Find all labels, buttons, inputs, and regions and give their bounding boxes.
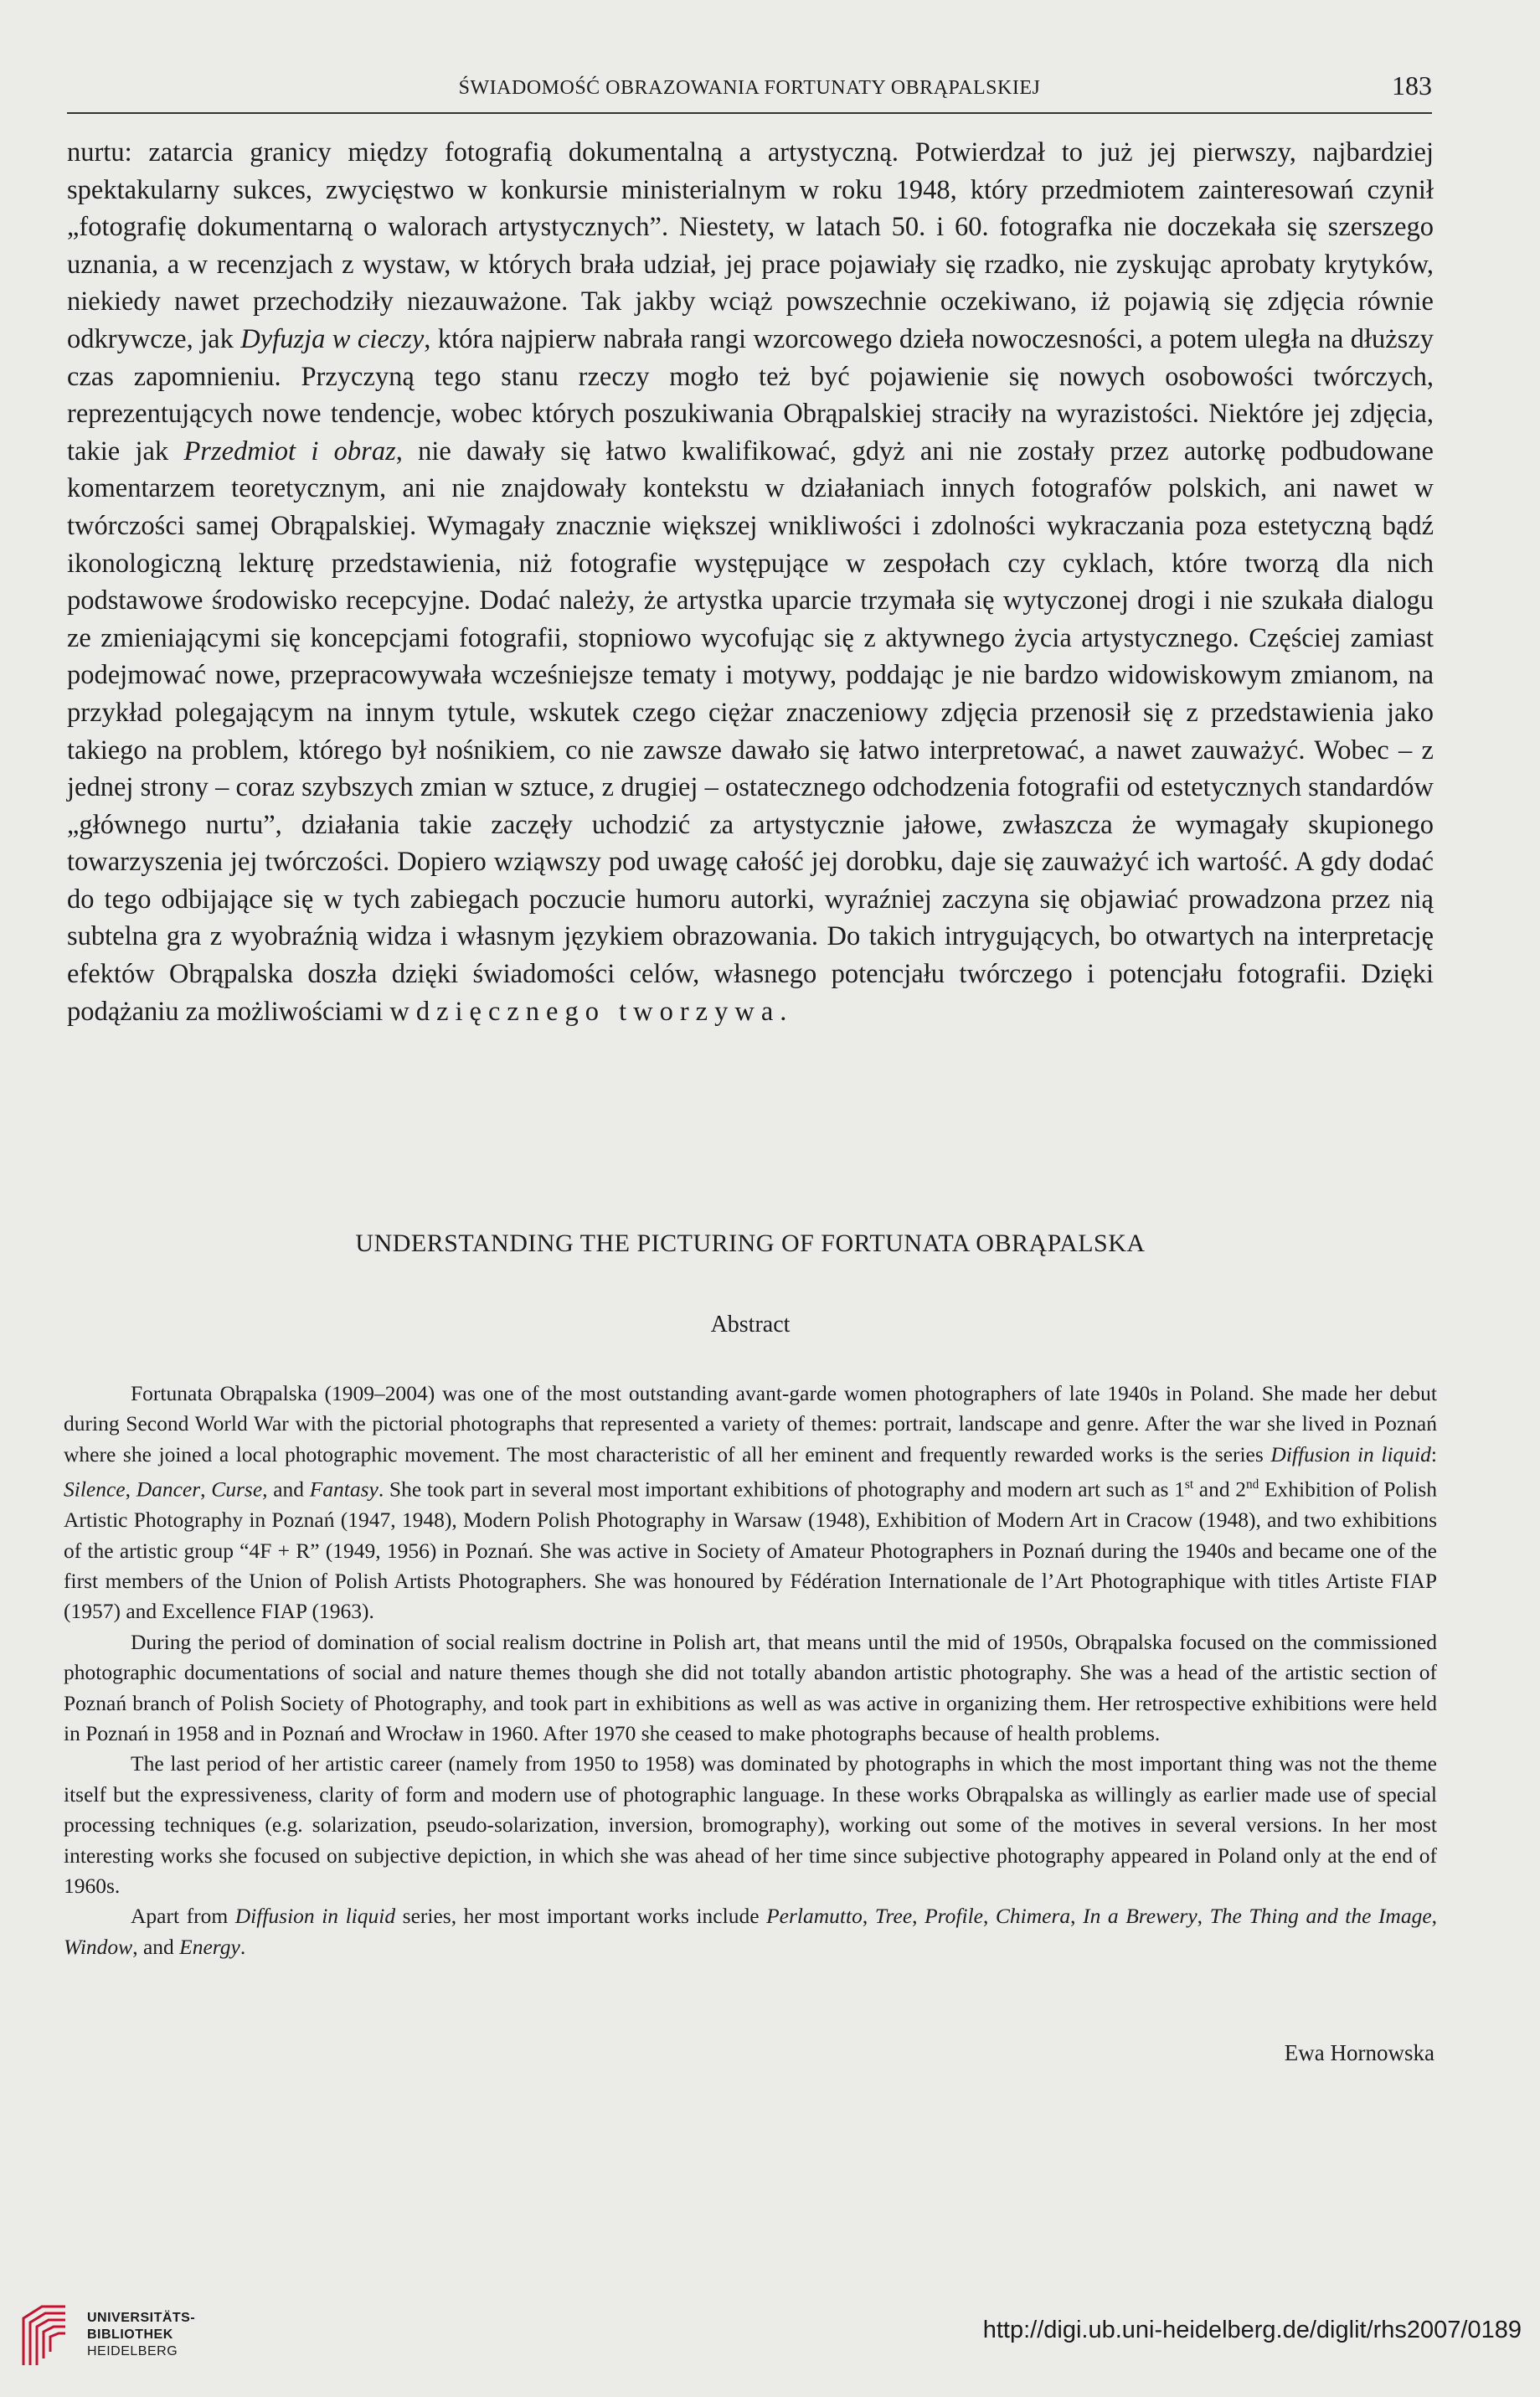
- text-run: ,: [1070, 1904, 1084, 1929]
- italic-title: Perlamutto: [766, 1904, 863, 1929]
- abstract-text: [64, 1379, 1437, 1962]
- ordinal-suffix: nd: [1246, 1477, 1259, 1492]
- abstract-paragraph: [64, 1379, 1437, 1627]
- author-signature: Ewa Hornowska: [1284, 2040, 1434, 2065]
- text-run: ,: [912, 1904, 925, 1929]
- library-logo-icon: [17, 2300, 75, 2367]
- source-url[interactable]: http://digi.ub.uni-heidelberg.de/diglit/rhs2007/0189: [982, 2317, 1522, 2343]
- text-run: Exhibition of Polish Artistic Photography in Poznań (1947, 1948), Modern Polish Photography in Warsaw (1948), Exhibition of Modern Art in Cracow (1948), and two exhibitions of the artistic group “4F + R” (1949, 1956) in Poznań. She was active in Society of Amateur Photographers in Poznań during the 1940s and became one of the first members of the Union of Polish Artists Photographers. She was honoured by Fédération Internationale de l’Art Photographique with titles Artiste FIAP (1957) and Excellence FIAP (1963).: [64, 1477, 1438, 1624]
- ordinal-suffix: st: [1184, 1477, 1194, 1492]
- library-name-line2: BIBLIOTHEK: [87, 2327, 173, 2342]
- italic-title: Przedmiot i obraz: [183, 436, 396, 467]
- abstract-title: UNDERSTANDING THE PICTURING OF FORTUNATA OBRĄPALSKA: [355, 1229, 1146, 1257]
- italic-title: Curse,: [211, 1477, 268, 1502]
- running-head: [67, 70, 1432, 114]
- text-run: and: [267, 1477, 310, 1502]
- running-title: ŚWIADOMOŚĆ OBRAZOWANIA FORTUNATY OBRĄPALSKIEJ: [458, 77, 1041, 99]
- text-run: The last period of her artistic career (namely from 1950 to 1958) was dominated by photographs in which the most important thing was not the theme itself but the expressiveness, clarity of form and modern use of photographic language. In these works Obrąpalska as willingly as earlier made use of special processing techniques (e.g. solarization, pseudo-solarization, inversion, bromography), working out some of the motives in several versions. In her most interesting works she focused on subjective depiction, in which she was ahead of her time since subjective photography appeared in Poland only at the end of 1960s.: [64, 1751, 1437, 1898]
- main-text: [67, 134, 1434, 1030]
- italic-title: Dyfuzja w cieczy: [240, 323, 425, 354]
- library-name-line3: HEIDELBERG: [87, 2344, 178, 2358]
- body-paragraph: [67, 134, 1434, 1030]
- italic-title: Diffusion in liquid: [1270, 1441, 1431, 1467]
- text-run: , and: [132, 1934, 180, 1959]
- abstract-paragraph: [64, 1627, 1437, 1750]
- italic-title: Chimera: [995, 1904, 1071, 1929]
- italic-title: Profile: [925, 1904, 983, 1929]
- text-run: ,: [862, 1904, 875, 1929]
- text-run: , nie dawały się łatwo kwalifikować, gdyż ani nie zostały przez autorkę podbudowane komentarzem teoretycznym, ani nie znajdowały kontekstu w działaniach innych fotografów polskich, ani nawet w twórczości samej Obrąpalskiej. Wymagały znacznie większej wnikliwości i zdolności wykraczania poza estetyczną bądź ikonologiczną lekturę przedstawienia, niż fotografie występujące w zespołach czy cyklach, które tworzą dla nich podstawowe środowisko recepcyjne. Dodać należy, że artystka uparcie trzymała się wytyczonej drogi i nie szukała dialogu ze zmieniającymi się koncepcjami fotografii, stopniowo wycofując się z aktywnego życia artystycznego. Częściej zamiast podejmować nowe, przepracowywała wcześniejsze tematy i motywy, poddając je nie bardzo widowiskowym zmianom, na przykład polegającym na innym tytule, wskutek czego ciężar znaczeniowy zdjęcia przenosił się z przedstawienia jako takiego na problem, którego był nośnikiem, co nie zawsze dawało się łatwo interpretować, a nawet zauważyć. Wobec – z jednej strony – coraz szybszych zmian w sztuce, z drugiej – ostatecznego odchodzenia fotografii od estetycznych standardów „głównego nurtu”, działania takie zaczęły uchodzić za artystycznie jałowe, zwłaszcza że wymagały skupionego towarzyszenia jej twórczości. Dopiero wziąwszy pod uwagę całość jej dorobku, daje się zauważyć ich wartość. A gdy dodać do tego odbijające się w tych zabiegach poczucie humoru autorki, wyraźniej zaczyna się objawiać prowadzona przez nią subtelna gra z wyobraźnią widza i własnym językiem obrazowania. Do takich intrygujących, bo otwartych na interpretację efektów Obrąpalska doszła dzięki świadomości celów, własnego potencjału twórczego i potencjału fotografii. Dzięki podążaniu za możliwościami: [67, 436, 1434, 1027]
- library-name-line1: UNIVERSITÄTS-: [87, 2311, 196, 2325]
- abstract-paragraph: [64, 1749, 1437, 1901]
- italic-title: Dancer: [136, 1477, 201, 1502]
- italic-title: Diffusion in liquid: [234, 1904, 396, 1929]
- text-run: nurtu: zatarcia granicy między fotografią dokumentalną a artystyczną. Potwierdzał to już jej pierwszy, najbardziej spektakularny sukces, zwycięstwo w konkursie ministerialnym w roku 1948, który przedmiotem zainteresowań czynił „fotografię dokumentarną o walorach artystycznych”. Niestety, w latach 50. i 60. fotografka nie doczekała się szerszego uznania, a w recenzjach z wystaw, w których brała udział, jej prace pojawiały się rzadko, nie zyskując aprobaty krytyków, niekiedy nawet przechodziły niezauważone. Tak jakby wciąż powszechnie oczekiwano, iż pojawią się zdjęcia równie odkrywcze, jak: [67, 137, 1434, 354]
- italic-title: In a Brewery: [1083, 1904, 1197, 1929]
- text-run: ,: [982, 1904, 996, 1929]
- text-run: .: [239, 1934, 246, 1959]
- italic-title: Window: [64, 1934, 133, 1959]
- italic-title: Fantasy: [309, 1477, 379, 1502]
- italic-title: Tree: [874, 1904, 913, 1929]
- text-run: ,: [125, 1477, 136, 1502]
- text-run: . She took part in several most important exhibitions of photography and modern art such as 1: [378, 1477, 1185, 1502]
- spaced-text: wdzięcznego tworzywa.: [389, 996, 794, 1027]
- abstract-paragraph: [64, 1901, 1437, 1962]
- library-logo[interactable]: [17, 2300, 218, 2367]
- text-run: and 2: [1193, 1477, 1246, 1502]
- text-run: ,: [1197, 1904, 1210, 1929]
- text-run: ,: [200, 1477, 212, 1502]
- text-run: Apart from: [131, 1904, 235, 1929]
- text-run: series, her most important works include: [395, 1904, 767, 1929]
- italic-title: Energy: [179, 1934, 240, 1959]
- abstract-label: Abstract: [710, 1312, 791, 1338]
- italic-title: The Thing and the Image: [1209, 1904, 1432, 1929]
- text-run: During the period of domination of social realism doctrine in Polish art, that means until the mid of 1950s, Obrąpalska focused on the commissioned photographic documentations of social and nature themes though she did not totally abandon artistic photography. She was a head of the artistic section of Poznań branch of Polish Society of Photography, and took part in exhibitions as well as was active in organizing them. Her retrospective exhibitions were held in Poznań in 1958 and in Poznań and Wrocław in 1960. After 1970 she ceased to make photographs because of health problems.: [64, 1629, 1437, 1745]
- text-run: ,: [1431, 1904, 1438, 1929]
- text-run: :: [1430, 1441, 1437, 1467]
- text-run: , która najpierw nabrała rangi wzorcowego dzieła nowoczesności, a potem uległa na dłuższy czas zapomnieniu. Przyczyną tego stanu rzeczy mogło też być pojawienie się nowych osobowości twórczych, reprezentujących nowe tendencje, wobec których poszukiwania Obrąpalskiej straciły na wyrazistości. Niektóre jej zdjęcia, takie jak: [67, 323, 1434, 467]
- italic-title: Silence: [64, 1477, 126, 1502]
- library-name: [87, 2310, 195, 2360]
- page-number: 183: [1392, 70, 1432, 101]
- text-run: Fortunata Obrąpalska (1909–2004) was one of the most outstanding avant-garde women photographers of late 1940s in Poland. She made her debut during Second World War with the pictorial photographs that represented a variety of themes: portrait, landscape and genre. After the war she lived in Poznań where she joined a local photographic movement. The most characteristic of all her eminent and frequently rewarded works is the series: [64, 1381, 1437, 1467]
